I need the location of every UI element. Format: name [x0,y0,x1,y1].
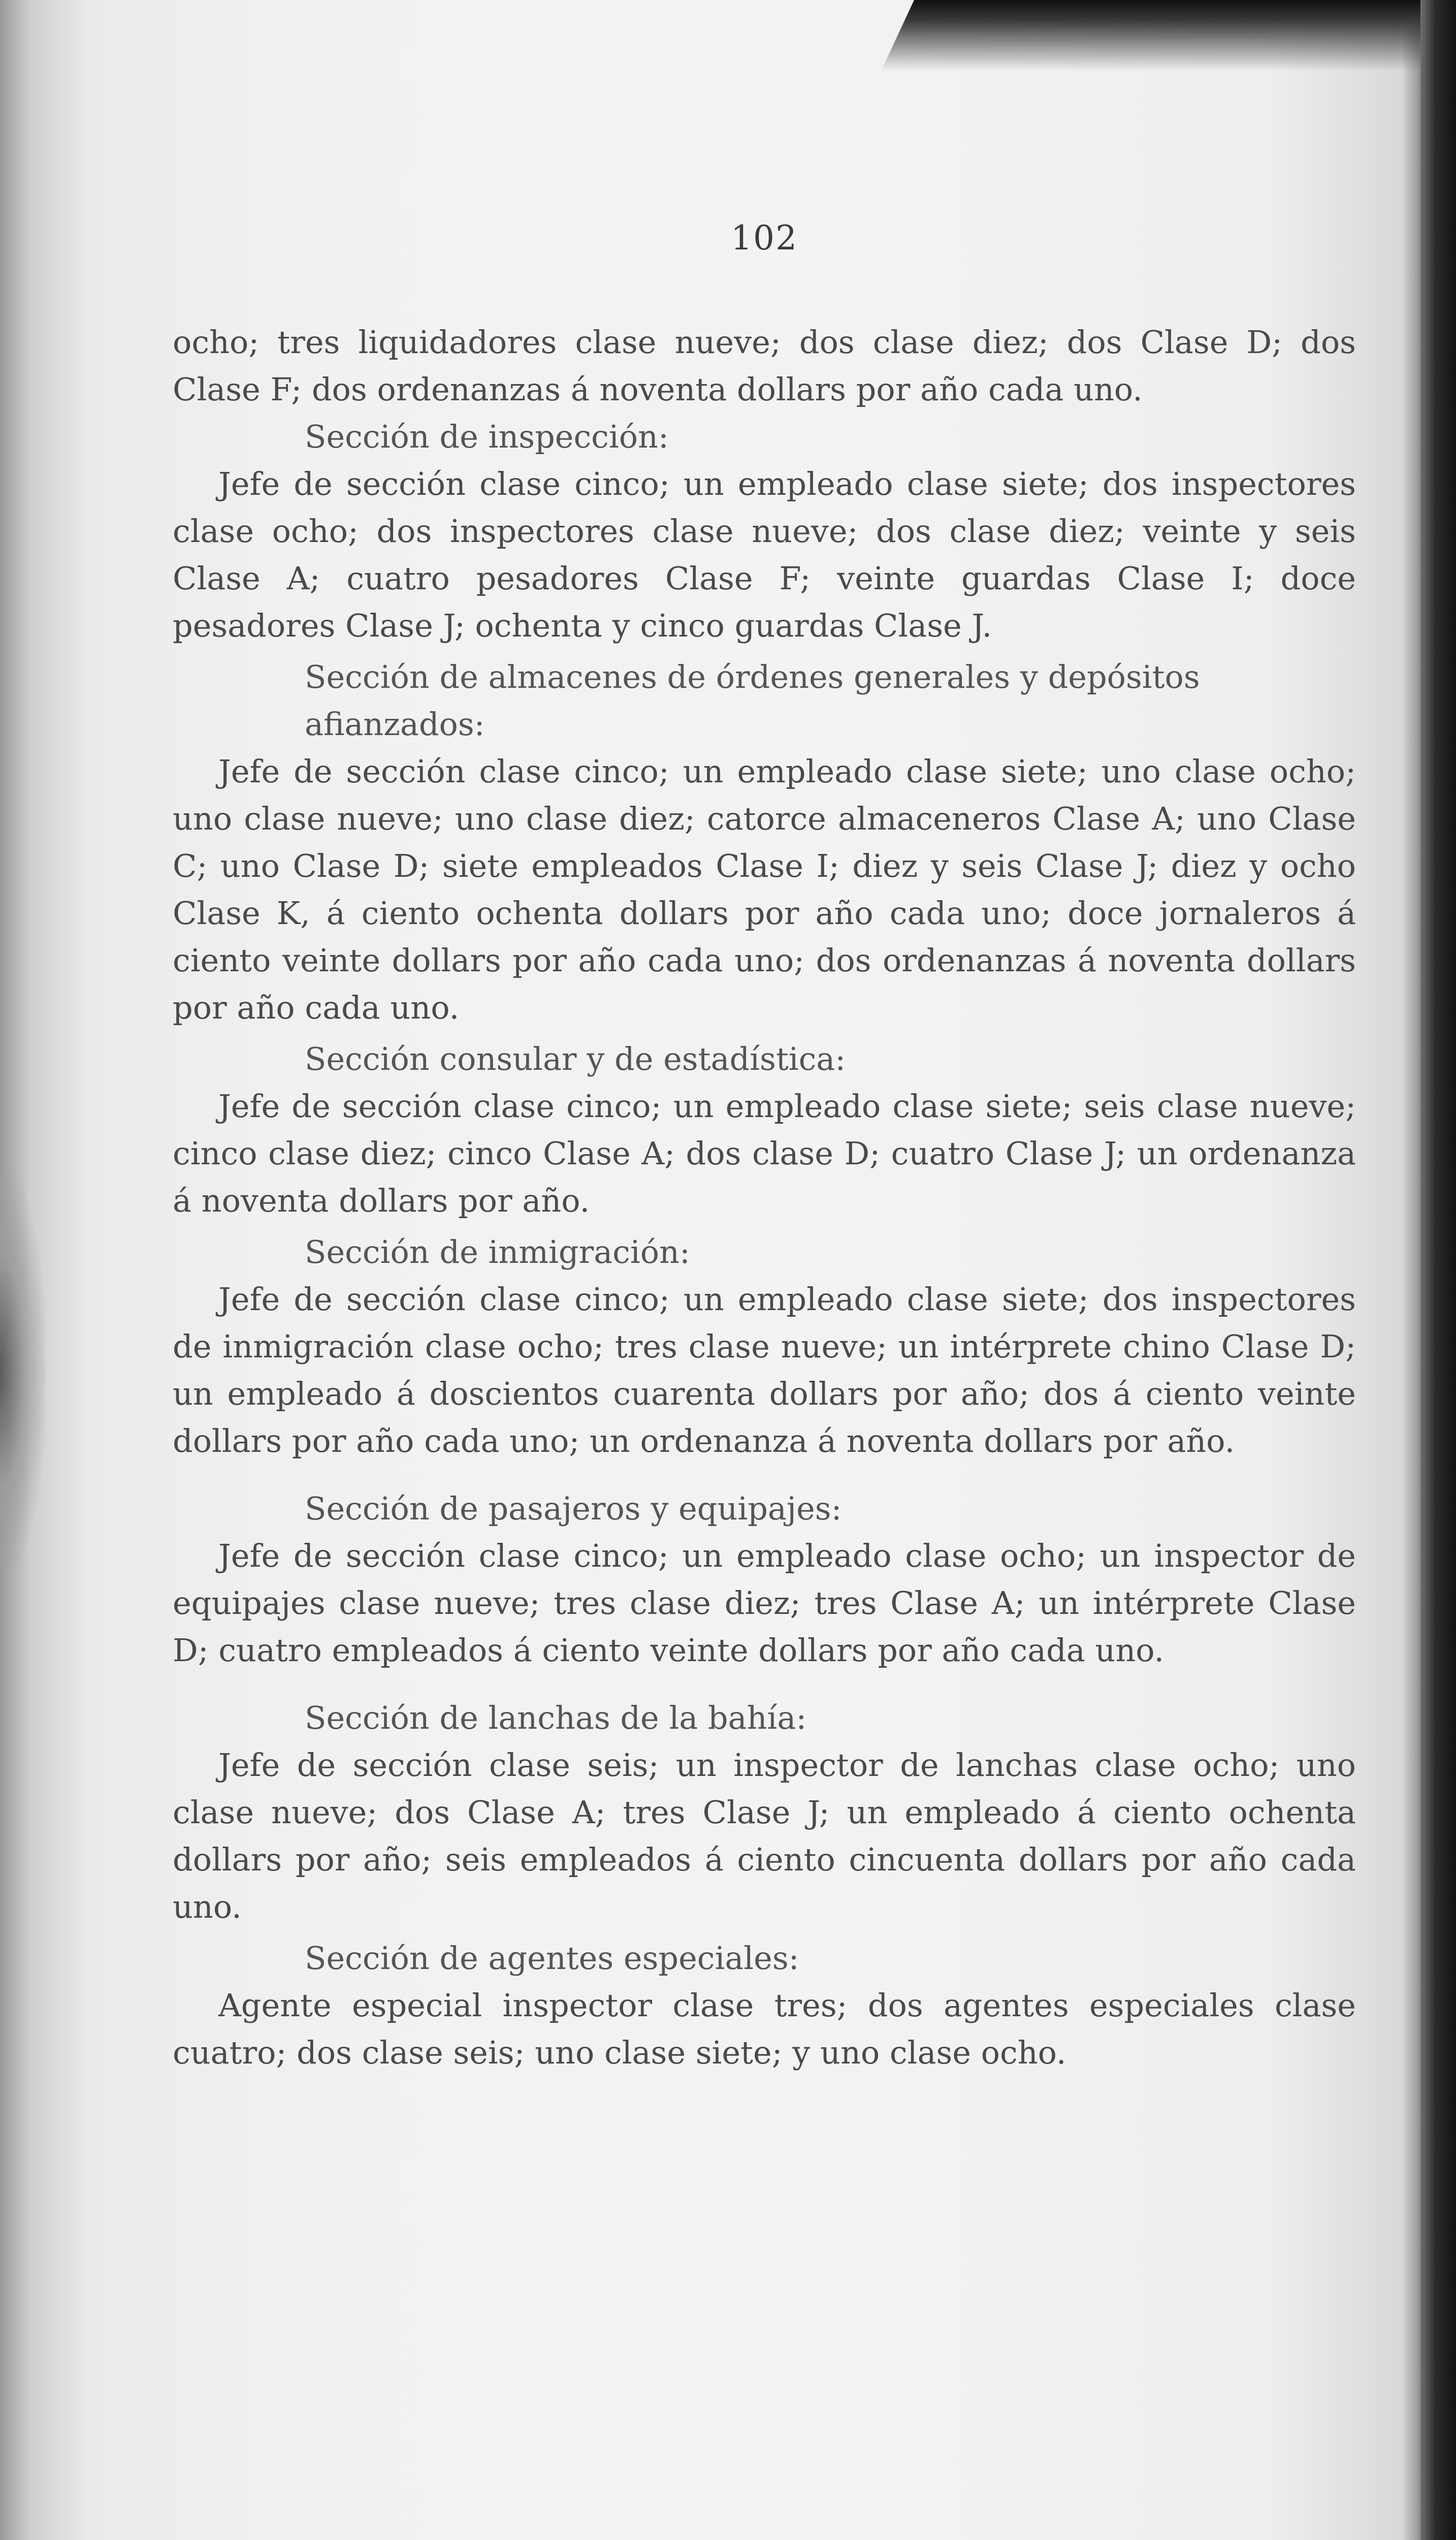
section-heading-inspeccion: Sección de inspección: [305,418,669,455]
spacer [173,1674,1356,1694]
section-body-consular: Jefe de sección clase cinco; un empleado clase siete; seis clase nueve; cinco clase diez; cinco Clase A; dos clase D; cuatro Clase J; un ordenanza á noventa dollars por año. [173,1088,1356,1219]
spacer [173,1465,1356,1485]
section-heading-pasajeros: Sección de pasajeros y equipajes: [305,1490,842,1527]
section-body-inspeccion: Jefe de sección clase cinco; un empleado clase siete; dos inspectores clase ocho; dos inspectores clase nueve; dos clase diez; veinte y seis Clase A; cuatro pesadores Clase F; veinte guardas Clase I; doce pesadores Clase J; ochenta y cinco guardas Clase J. [173,465,1356,644]
section-body-agentes: Agente especial inspector clase tres; dos agentes especiales clase cuatro; dos clase seis; uno clase siete; y uno clase ocho. [173,1987,1356,2071]
page-edge-top-shadow [881,0,1456,71]
continuation-paragraph: ocho; tres liquidadores clase nueve; dos clase diez; dos Clase D; dos Clase F; dos ordenanzas á noventa dollars por año cada uno. [173,324,1356,408]
section-heading-inmigracion: Sección de inmigración: [305,1233,690,1271]
page-edge-right-shadow [1420,0,1456,2540]
section-heading-lanchas: Sección de lanchas de la bahía: [305,1699,807,1736]
section-heading-almacenes: Sección de almacenes de órdenes generales y depósitos afianzados: [305,658,1200,743]
page-content [173,218,1356,2076]
section-body-almacenes: Jefe de sección clase cinco; un empleado clase siete; uno clase ocho; uno clase nueve; uno clase diez; catorce almaceneros Clase A; uno Clase C; uno Clase D; siete empleados Clase I; diez y seis Clase J; diez y ocho Clase K, á ciento ochenta dollars por año cada uno; doce jornaleros á ciento veinte dollars por año cada uno; dos ordenanzas á noventa dollars por año cada uno. [173,753,1356,1026]
section-heading-agentes: Sección de agentes especiales: [305,1940,799,1977]
page-edge-left-shadow [0,1168,46,1575]
page-number: 102 [731,218,798,258]
section-heading-consular: Sección consular y de estadística: [305,1040,846,1077]
section-body-inmigracion: Jefe de sección clase cinco; un empleado clase siete; dos inspectores de inmigración clase ocho; tres clase nueve; un intérprete chino Clase D; un empleado á doscientos cuarenta dollars por año; dos á ciento veinte dollars por año cada uno; un ordenanza á noventa dollars por año. [173,1281,1356,1459]
section-body-pasajeros: Jefe de sección clase cinco; un empleado clase ocho; un inspector de equipajes clase nueve; tres clase diez; tres Clase A; un intérprete Clase D; cuatro empleados á ciento veinte dollars por año cada uno. [173,1537,1356,1669]
section-body-lanchas: Jefe de sección clase seis; un inspector de lanchas clase ocho; uno clase nueve; dos Clase A; tres Clase J; un empleado á ciento ochenta dollars por año; seis empleados á ciento cincuenta dollars por año cada uno. [173,1747,1356,1925]
